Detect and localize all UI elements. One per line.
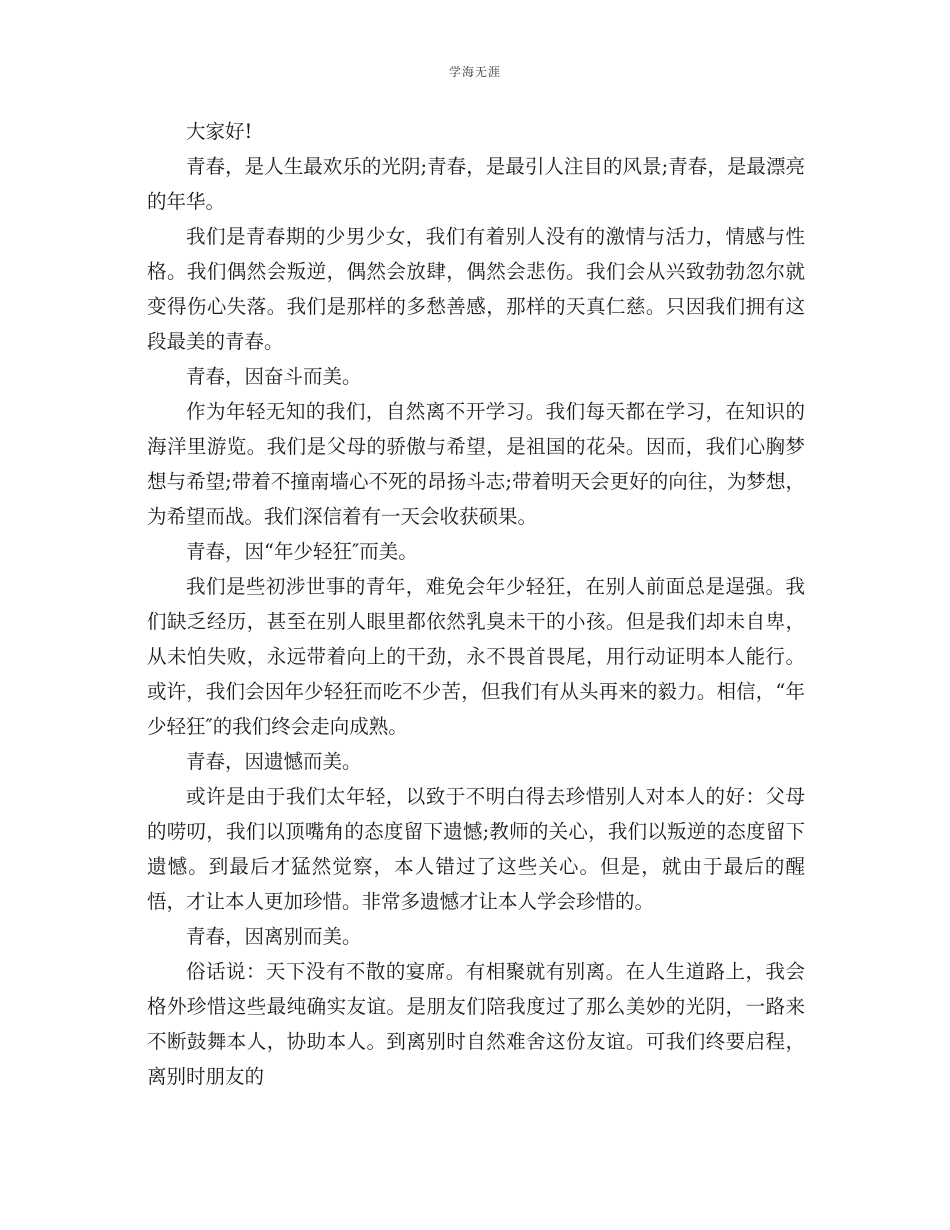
paragraph: 青春，是人生最欢乐的光阴;青春，是最引人注目的风景;青春，是最漂亮的年华。	[147, 155, 805, 213]
document-body	[147, 114, 805, 1094]
paragraph: 作为年轻无知的我们，自然离不开学习。我们每天都在学习，在知识的海洋里游览。我们是父母的骄傲与希望，是祖国的花朵。因而，我们心胸梦想与希望;带着不撞南墙心不死的昂扬斗志;带着明天会更好的向往，为梦想，为希望而战。我们深信着有一天会收获硕果。	[147, 400, 805, 528]
section-heading: 青春，因遗憾而美。	[186, 750, 362, 773]
section-heading: 青春，因“年少轻狂″而美。	[186, 540, 418, 563]
paragraph: 我们是青春期的少男少女，我们有着别人没有的激情与活力，情感与性格。我们偶然会叛逆，偶然会放肆，偶然会悲伤。我们会从兴致勃勃忽尔就变得伤心失落。我们是那样的多愁善感，那样的天真仁慈。只因我们拥有这段最美的青春。	[147, 225, 805, 353]
section-heading: 青春，因奋斗而美。	[186, 365, 362, 388]
paragraph-greeting: 大家好!	[186, 120, 253, 143]
page-header: 学海无涯	[448, 65, 501, 79]
paragraph: 或许是由于我们太年轻，以致于不明白得去珍惜别人对本人的好：父母的唠叨，我们以顶嘴角的态度留下遗憾;教师的关心，我们以叛逆的态度留下遗憾。到最后才猛然觉察，本人错过了这些关心。但是，就由于最后的醒悟，才让本人更加珍惜。非常多遗憾才让本人学会珍惜的。	[147, 785, 805, 913]
section-heading: 青春，因离别而美。	[186, 925, 362, 948]
paragraph: 俗话说：天下没有不散的宴席。有相聚就有别离。在人生道路上，我会格外珍惜这些最纯确实友谊。是朋友们陪我度过了那么美妙的光阴，一路来不断鼓舞本人，协助本人。到离别时自然难舍这份友谊。可我们终要启程，离别时朋友的	[147, 960, 805, 1088]
paragraph: 我们是些初涉世事的青年，难免会年少轻狂，在别人前面总是逞强。我们缺乏经历，甚至在别人眼里都依然乳臭未干的小孩。但是我们却未自卑，从未怕失败，永远带着向上的干劲，永不畏首畏尾，用行动证明本人能行。或许，我们会因年少轻狂而吃不少苦，但我们有从头再来的毅力。相信，“年少轻狂″的我们终会走向成熟。	[147, 575, 805, 738]
